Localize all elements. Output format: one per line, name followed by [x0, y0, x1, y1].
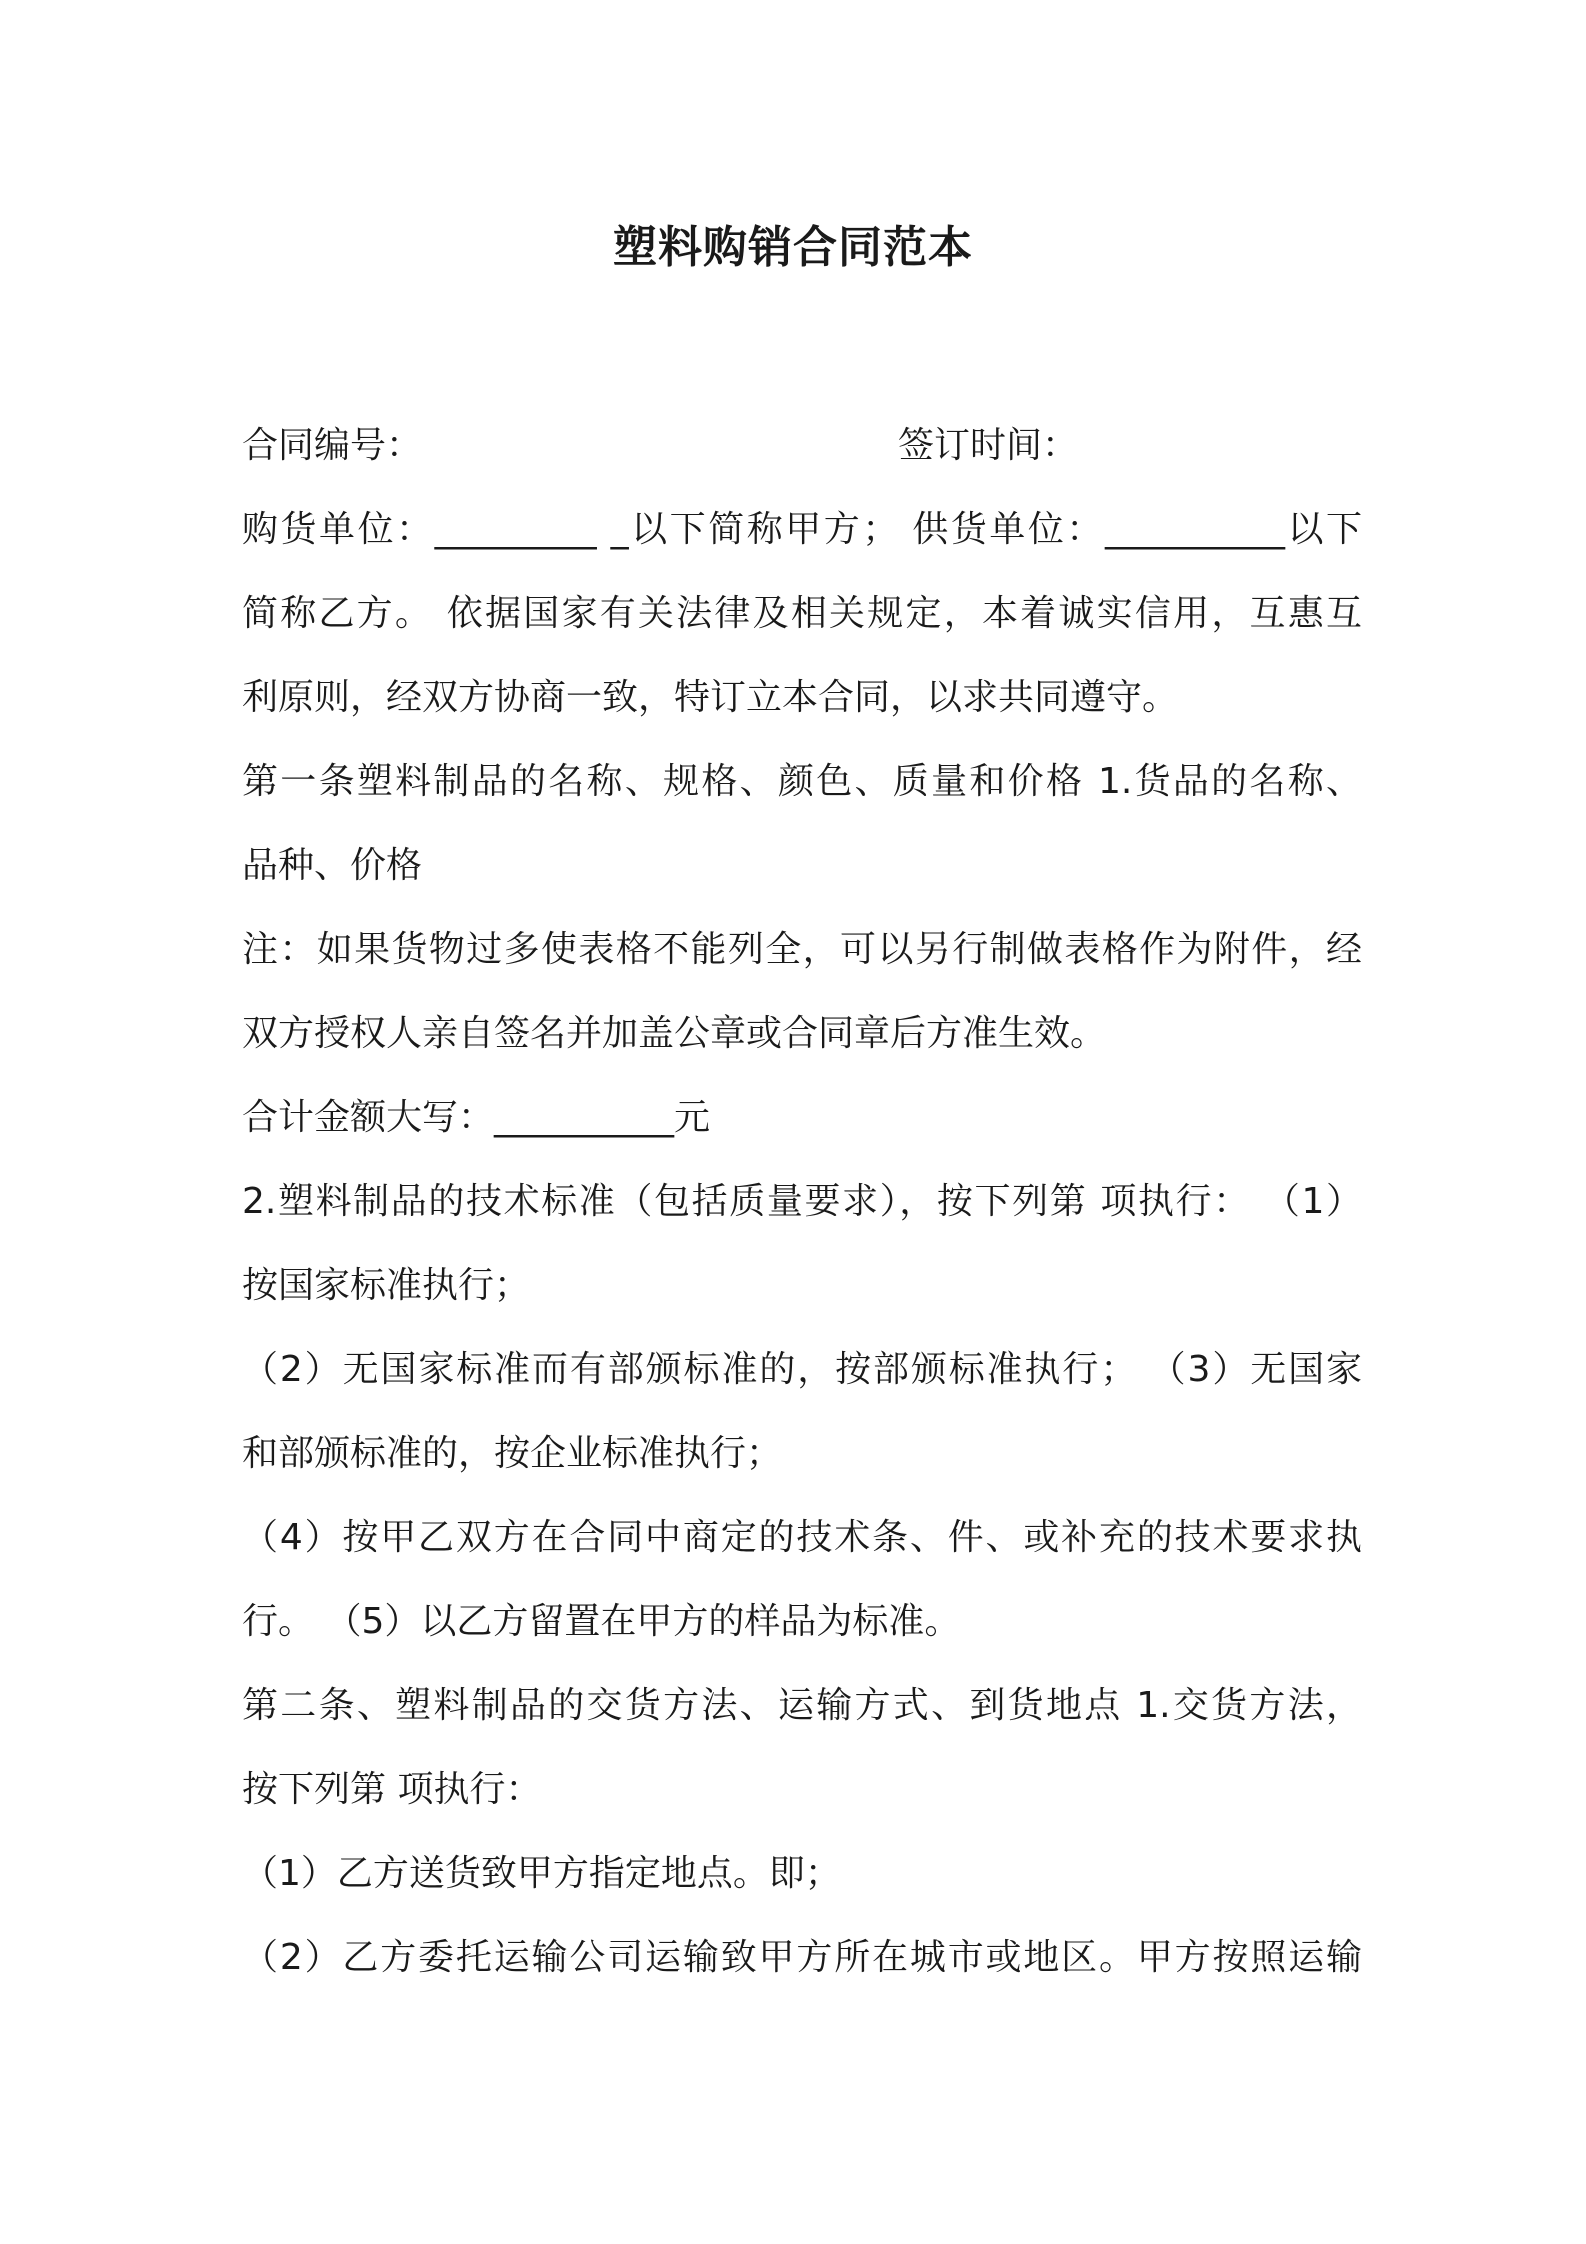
body-line: 第二条、塑料制品的交货方法、运输方式、到货地点 1.交货方法，: [242, 1685, 1362, 1726]
body-line: 合计金额大写：__________元: [242, 1097, 711, 1138]
body-line: 双方授权人亲自签名并加盖公章或合同章后方准生效。: [242, 1013, 1107, 1054]
body-line: （1）乙方送货致甲方指定地点。即；: [242, 1853, 841, 1894]
body-line: 利原则，经双方协商一致，特订立本合同，以求共同遵守。: [242, 677, 1179, 718]
body-line: 第一条塑料制品的名称、规格、颜色、质量和价格 1.货品的名称、: [242, 761, 1362, 802]
document-body: [242, 404, 1362, 2000]
body-line: 按国家标准执行；: [242, 1265, 531, 1306]
body-line: 和部颁标准的，按企业标准执行；: [242, 1433, 783, 1474]
body-line: （2）无国家标准而有部颁标准的，按部颁标准执行； （3）无国家: [242, 1349, 1362, 1390]
document-title: 塑料购销合同范本: [613, 222, 973, 273]
body-line: 品种、价格: [242, 845, 423, 886]
body-line: 购货单位：_________ _以下简称甲方； 供货单位：__________以下: [242, 509, 1362, 550]
body-line: （4）按甲乙双方在合同中商定的技术条、件、或补充的技术要求执: [242, 1517, 1362, 1558]
body-line: 注：如果货物过多使表格不能列全，可以另行制做表格作为附件，经: [242, 929, 1362, 970]
contract-number-label: 合同编号：: [242, 425, 423, 466]
body-line: 2.塑料制品的技术标准（包括质量要求），按下列第 项执行： （1）: [242, 1181, 1362, 1222]
body-line: 行。 （5）以乙方留置在甲方的样品为标准。: [242, 1601, 961, 1642]
body-line: 按下列第 项执行：: [242, 1769, 542, 1810]
body-line: 简称乙方。 依据国家有关法律及相关规定，本着诚实信用，互惠互: [242, 593, 1362, 634]
contract-meta-row: [242, 404, 1362, 488]
sign-time-label: 签订时间：: [898, 425, 1079, 466]
body-line: （2）乙方委托运输公司运输致甲方所在城市或地区。甲方按照运输: [242, 1937, 1362, 1978]
